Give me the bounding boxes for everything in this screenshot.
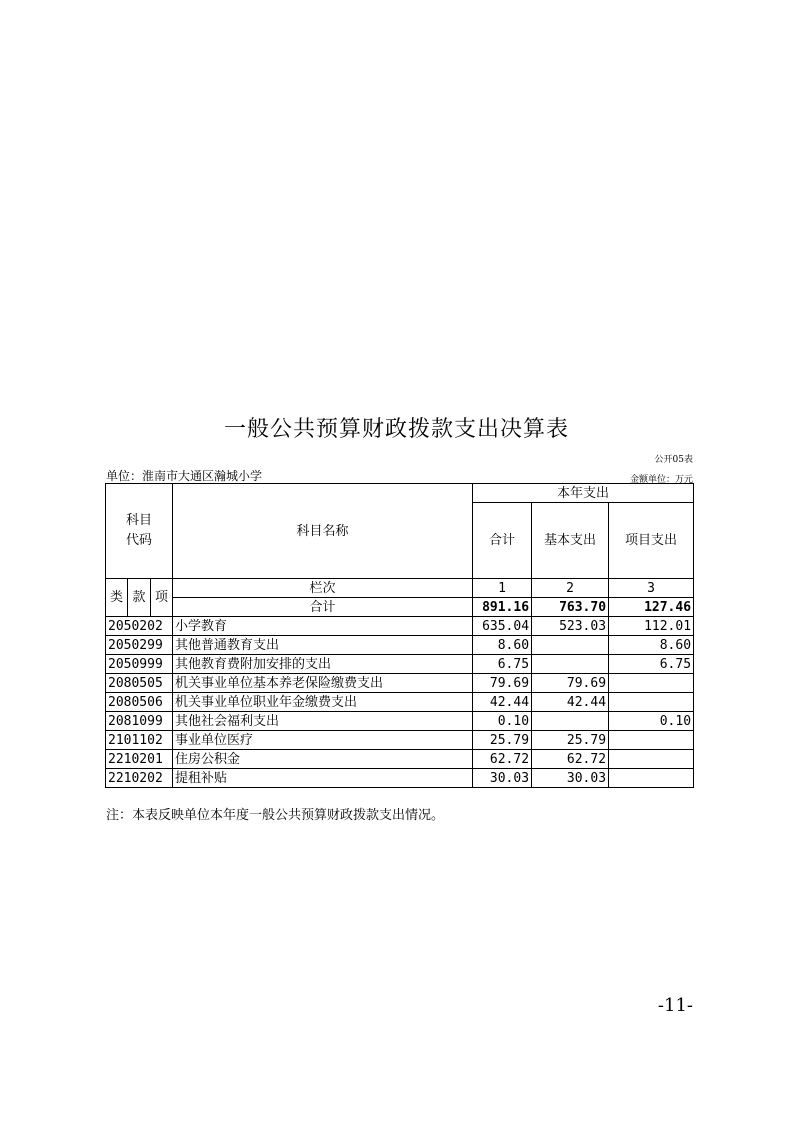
row-name: 提租补贴 — [173, 769, 473, 788]
row-total: 79.69 — [473, 674, 532, 693]
total-column-header: 合计 — [473, 503, 532, 579]
row-project: 8.60 — [609, 636, 694, 655]
project-column-header: 项目支出 — [609, 503, 694, 579]
row-code: 2050999 — [106, 655, 173, 674]
row-name: 小学教育 — [173, 617, 473, 636]
row-total: 42.44 — [473, 693, 532, 712]
table-row — [106, 731, 694, 750]
row-basic: 25.79 — [532, 731, 609, 750]
row-basic: 42.44 — [532, 693, 609, 712]
table-row — [106, 655, 694, 674]
row-code: 2210202 — [106, 769, 173, 788]
page-number: -11- — [657, 995, 693, 1016]
totals-label: 合计 — [173, 598, 473, 617]
row-code: 2050299 — [106, 636, 173, 655]
table-row — [106, 769, 694, 788]
row-project: 0.10 — [609, 712, 694, 731]
subject-code-header — [106, 484, 173, 579]
unit-label: 单位：淮南市大通区瀚城小学 — [106, 469, 263, 483]
row-basic — [532, 655, 609, 674]
row-code: 2101102 — [106, 731, 173, 750]
row-name: 机关事业单位职业年金缴费支出 — [173, 693, 473, 712]
subject-name-header: 科目名称 — [173, 484, 473, 579]
table-row — [106, 712, 694, 731]
row-project: 6.75 — [609, 655, 694, 674]
row-basic: 79.69 — [532, 674, 609, 693]
column-index-label: 栏次 — [173, 579, 473, 598]
row-total: 0.10 — [473, 712, 532, 731]
column-index-3: 3 — [609, 579, 694, 598]
row-project — [609, 731, 694, 750]
row-project — [609, 693, 694, 712]
row-total: 25.79 — [473, 731, 532, 750]
totals-row — [106, 598, 694, 617]
subject-code-header-line1: 科目 — [126, 513, 153, 528]
page-title: 一般公共预算财政拨款支出决算表 — [223, 417, 569, 442]
row-project: 112.01 — [609, 617, 694, 636]
table-row — [106, 636, 694, 655]
row-total: 30.03 — [473, 769, 532, 788]
row-code: 2081099 — [106, 712, 173, 731]
row-project — [609, 674, 694, 693]
column-index-row — [106, 579, 694, 598]
row-code: 2080505 — [106, 674, 173, 693]
row-code: 2050202 — [106, 617, 173, 636]
row-project — [609, 769, 694, 788]
row-basic: 523.03 — [532, 617, 609, 636]
subject-code-header-line2: 代码 — [126, 533, 153, 548]
row-basic — [532, 636, 609, 655]
row-basic: 30.03 — [532, 769, 609, 788]
column-index-1: 1 — [473, 579, 532, 598]
row-total: 62.72 — [473, 750, 532, 769]
category-xiang: 项 — [151, 579, 173, 617]
table-row — [106, 617, 694, 636]
totals-basic: 763.70 — [532, 598, 609, 617]
table-row — [106, 674, 694, 693]
category-kuan: 款 — [128, 579, 151, 617]
header-row-1 — [106, 484, 694, 503]
row-basic — [532, 712, 609, 731]
basic-column-header: 基本支出 — [532, 503, 609, 579]
totals-total: 891.16 — [473, 598, 532, 617]
money-unit: 金额单位：万元 — [629, 475, 693, 485]
row-code: 2080506 — [106, 693, 173, 712]
row-total: 6.75 — [473, 655, 532, 674]
form-number: 公开05表 — [654, 455, 693, 465]
expenditure-table — [105, 483, 694, 788]
row-total: 635.04 — [473, 617, 532, 636]
footnote: 注：本表反映单位本年度一般公共预算财政拨款支出情况。 — [106, 808, 445, 823]
column-index-2: 2 — [532, 579, 609, 598]
row-code: 2210201 — [106, 750, 173, 769]
table-row — [106, 750, 694, 769]
row-total: 8.60 — [473, 636, 532, 655]
row-project — [609, 750, 694, 769]
row-name: 机关事业单位基本养老保险缴费支出 — [173, 674, 473, 693]
row-name: 其他社会福利支出 — [173, 712, 473, 731]
category-lei: 类 — [106, 579, 128, 617]
row-name: 其他普通教育支出 — [173, 636, 473, 655]
row-name: 其他教育费附加安排的支出 — [173, 655, 473, 674]
table-row — [106, 693, 694, 712]
totals-project: 127.46 — [609, 598, 694, 617]
expenditure-group-header: 本年支出 — [473, 484, 694, 503]
row-name: 事业单位医疗 — [173, 731, 473, 750]
row-basic: 62.72 — [532, 750, 609, 769]
row-name: 住房公积金 — [173, 750, 473, 769]
